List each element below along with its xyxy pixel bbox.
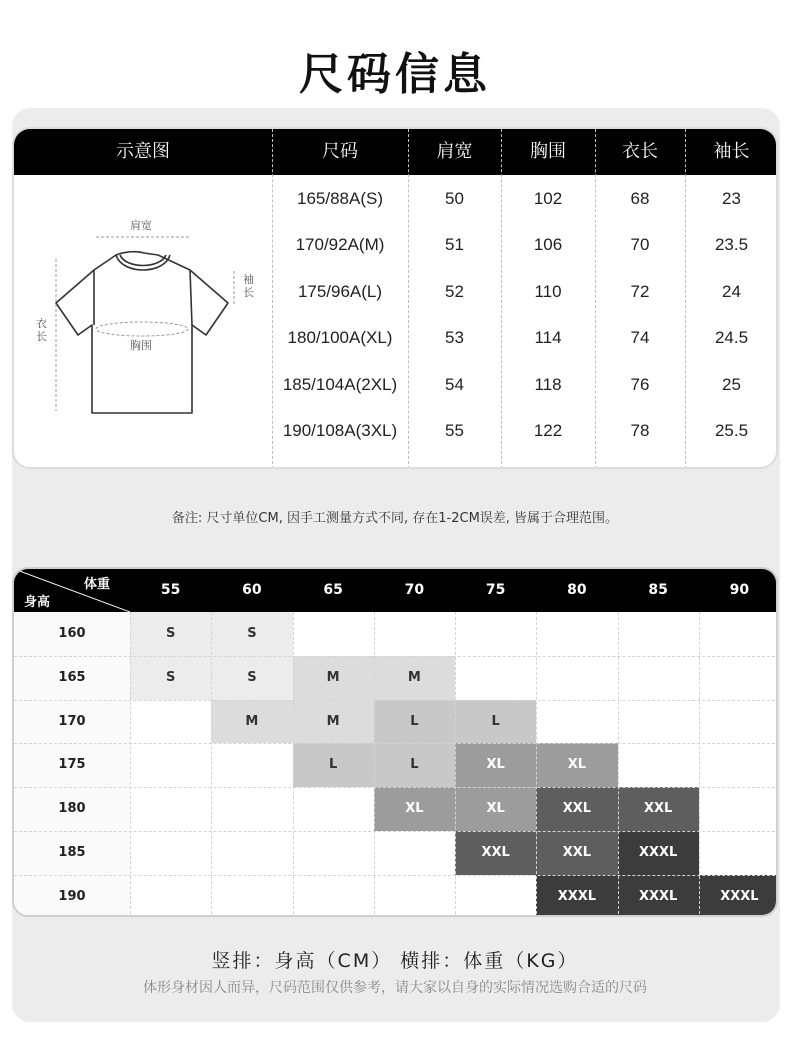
size-cell: XXXL <box>536 875 617 917</box>
height-label: 160 <box>58 626 86 641</box>
size-cell: XL <box>374 787 455 831</box>
column-divider <box>455 612 456 917</box>
diagram-label-shoulder: 肩宽 <box>130 219 152 232</box>
column-divider <box>374 612 375 917</box>
size-cell: XXL <box>455 831 536 875</box>
size-cell: S <box>211 656 292 700</box>
size-cell-length: 68 <box>630 189 650 208</box>
height-label: 180 <box>58 801 86 817</box>
size-cell: L <box>374 743 455 787</box>
height-label: 170 <box>58 713 86 729</box>
size-cell: XXL <box>536 787 617 831</box>
weight-header: 65 <box>323 582 343 598</box>
height-label: 175 <box>58 757 86 773</box>
weight-header: 85 <box>648 582 668 598</box>
row-divider <box>14 875 778 876</box>
size-cell-sleeve: 25.5 <box>714 421 749 440</box>
size-cell: S <box>130 612 211 656</box>
diagram-label-length: 衣长 <box>36 317 47 343</box>
size-cell: XL <box>455 743 536 787</box>
weight-header: 75 <box>485 582 506 598</box>
row-divider <box>14 656 778 657</box>
size-cell: M <box>211 700 292 744</box>
size-cell-shoulder: 51 <box>445 235 464 255</box>
height-label: 190 <box>58 888 86 904</box>
column-divider <box>293 612 294 917</box>
size-cell-length: 78 <box>630 421 650 440</box>
column-divider <box>536 612 537 917</box>
size-cell-chest: 114 <box>534 328 562 348</box>
size-measurement-table <box>12 127 778 469</box>
measurement-note: 备注: 尺寸单位CM, 因手工测量方式不同, 存在1-2CM误差, 皆属于合理范围。 <box>171 511 619 526</box>
size-cell-sleeve: 24 <box>722 281 741 301</box>
axis-legend: 竖排：身高（CM） 横排：体重（KG） <box>211 950 579 972</box>
row-divider <box>14 831 778 832</box>
column-divider <box>211 612 212 917</box>
size-cell: S <box>211 612 292 656</box>
column-divider <box>699 612 700 917</box>
size-cell: L <box>374 700 455 744</box>
diagram-label-sleeve: 袖长 <box>243 273 254 299</box>
size-cell-sleeve: 25 <box>722 374 741 394</box>
size-cell-length: 72 <box>630 281 650 301</box>
header-diagram: 示意图 <box>116 141 170 162</box>
size-cell: S <box>130 656 211 700</box>
weight-header: 90 <box>729 582 750 598</box>
size-cell-chest: 106 <box>533 235 563 255</box>
height-axis-label: 身高 <box>24 595 51 610</box>
column-divider <box>130 612 131 917</box>
size-cell-size: 175/96A(L) <box>297 281 383 301</box>
column-divider <box>618 612 619 917</box>
size-cell: XXL <box>536 831 617 875</box>
disclaimer: 体形身材因人而异，尺码范围仅供参考，请大家以自身的实际情况选购合适的尺码 <box>143 980 647 996</box>
size-cell-length: 74 <box>630 328 650 348</box>
row-divider <box>14 787 778 788</box>
size-cell-chest: 118 <box>534 374 562 394</box>
page-title: 尺码信息 <box>299 49 491 100</box>
height-weight-grid <box>12 567 778 917</box>
row-divider <box>14 743 778 744</box>
size-cell: M <box>293 700 374 744</box>
size-cell: M <box>374 656 455 700</box>
size-cell-sleeve: 23.5 <box>714 235 749 255</box>
size-cell: M <box>293 656 374 700</box>
size-cell-length: 70 <box>630 235 650 255</box>
size-cell-shoulder: 54 <box>445 374 464 394</box>
size-cell: XXXL <box>618 831 699 875</box>
header-shoulder: 肩宽 <box>436 141 473 162</box>
size-cell-sleeve: 24.5 <box>714 328 749 348</box>
size-cell-shoulder: 53 <box>445 328 464 348</box>
weight-header: 60 <box>242 582 262 598</box>
size-cell-shoulder: 52 <box>445 281 464 301</box>
size-cell-length: 76 <box>630 374 650 394</box>
size-cell: XXL <box>618 787 699 831</box>
weight-axis-label: 体重 <box>84 577 111 592</box>
size-cell: XL <box>536 743 617 787</box>
header-sleeve: 袖长 <box>713 141 750 162</box>
weight-header: 55 <box>160 582 181 598</box>
size-cell-size: 180/100A(XL) <box>287 328 393 348</box>
size-cell: XL <box>455 787 536 831</box>
table-header <box>14 129 776 175</box>
diagram-label-chest: 胸围 <box>130 339 152 352</box>
size-cell: XXXL <box>618 875 699 917</box>
height-label: 165 <box>58 669 86 685</box>
weight-header: 70 <box>404 582 425 598</box>
header-length: 衣长 <box>622 141 658 162</box>
header-size: 尺码 <box>322 141 358 162</box>
size-cell-sleeve: 23 <box>722 189 741 208</box>
size-cell-shoulder: 50 <box>445 189 464 208</box>
size-cell-chest: 102 <box>533 189 563 208</box>
header-chest: 胸围 <box>530 141 566 162</box>
tshirt-diagram <box>14 175 272 469</box>
size-cell-shoulder: 55 <box>445 421 464 440</box>
size-cell-chest: 122 <box>533 421 563 440</box>
size-cell: L <box>455 700 536 744</box>
size-cell: XXXL <box>699 875 778 917</box>
height-label: 185 <box>58 845 86 860</box>
size-cell-chest: 110 <box>534 281 562 301</box>
size-cell-size: 165/88A(S) <box>297 189 383 208</box>
row-divider <box>14 700 778 701</box>
size-cell-size: 185/104A(2XL) <box>282 374 398 394</box>
size-cell-size: 170/92A(M) <box>295 235 385 255</box>
grid-header <box>14 569 776 612</box>
weight-header: 80 <box>567 582 587 598</box>
size-cell: L <box>293 743 374 787</box>
size-cell-size: 190/108A(3XL) <box>282 421 398 440</box>
